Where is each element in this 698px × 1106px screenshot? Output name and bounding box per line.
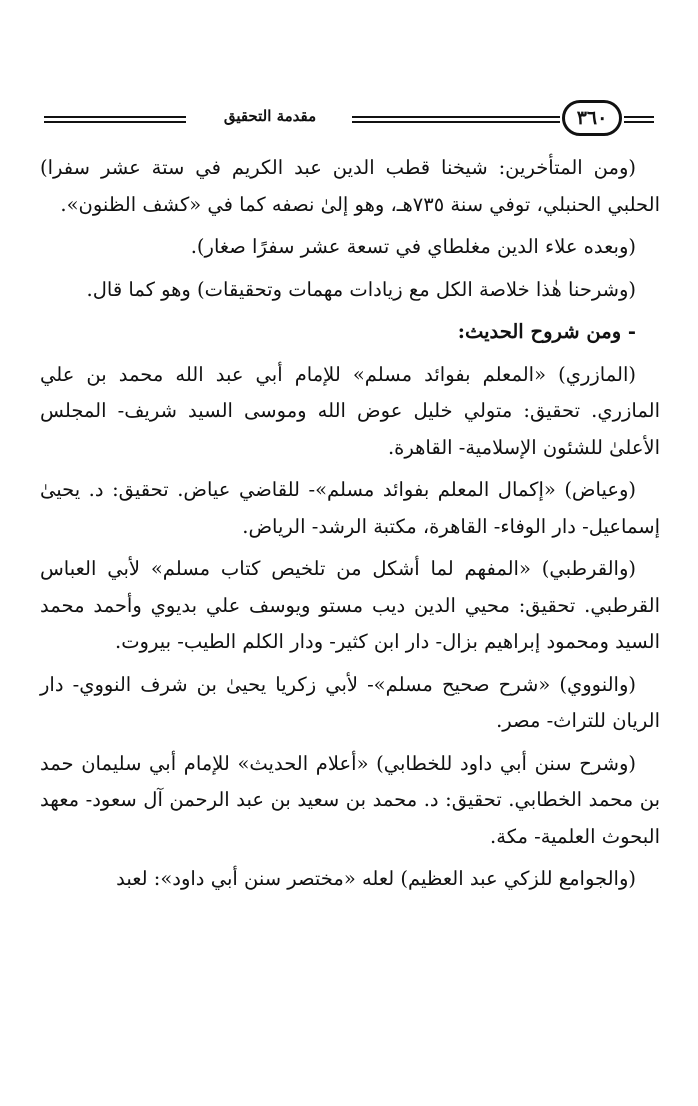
page-number: ٣٦٠ [576,106,608,129]
paragraph: (ومن المتأخرين: شيخنا قطب الدين عبد الكريم في ستة عشر سفرا) الحلبي الحنبلي، توفي سنة ٧٣٥هـ، وهو إلىٰ نصفه كما في «كشف الظنون». [40,156,660,216]
header-rule-middle [352,116,560,123]
paragraph: (المازري) «المعلم بفوائد مسلم» للإمام أبي عبد الله محمد بن علي المازري. تحقيق: متولي خليل عوض الله وموسى السيد شريف- المجلس الأعلىٰ للشئون الإسلامية- القاهرة. [40,362,660,459]
header-rule-right [624,116,654,123]
paragraph: (وبعده علاء الدين مغلطاي في تسعة عشر سفرًا صغار). [190,235,636,258]
paragraph: (وشرحنا هٰذا خلاصة الكل مع زيادات مهمات وتحقيقات) وهو كما قال. [86,277,636,301]
paragraph: (وعياض) «إكمال المعلم بفوائد مسلم»- للقاضي عياض. تحقيق: د. يحيىٰ إسماعيل- دار الوفاء- القاهرة، مكتبة الرشد- الرياض. [40,478,660,538]
paragraph: (والقرطبي) «المفهم لما أشكل من تلخيص كتاب مسلم» لأبي العباس القرطبي. تحقيق: محيي الدين ديب مستو ويوسف علي بديوي وأحمد محمد السيد ومحمود إبراهيم بزال- دار ابن كثير- ودار الكلم الطيب- بيروت. [40,557,660,653]
paragraph: (والجوامع للزكي عبد العظيم) لعله «مختصر سنن أبي داود»: لعبد [116,867,636,890]
page-body [40,150,660,904]
header-rule-left [44,116,186,123]
paragraph: (والنووي) «شرح صحيح مسلم»- لأبي زكريا يحيىٰ بن شرف النووي- دار الريان للتراث- مصر. [40,672,660,732]
subheading: - ومن شروح الحديث: [457,320,636,343]
paragraph: (وشرح سنن أبي داود للخطابي) «أعلام الحديث» للإمام أبي سليمان حمد بن محمد الخطابي. تحقيق: د. محمد بن سعيد بن عبد الرحمن آل سعود- معهد البحوث العلمية- مكة. [40,751,660,848]
page-header [44,100,654,136]
page-number-badge [562,100,622,136]
section-title: مقدمة التحقيق [223,107,317,125]
